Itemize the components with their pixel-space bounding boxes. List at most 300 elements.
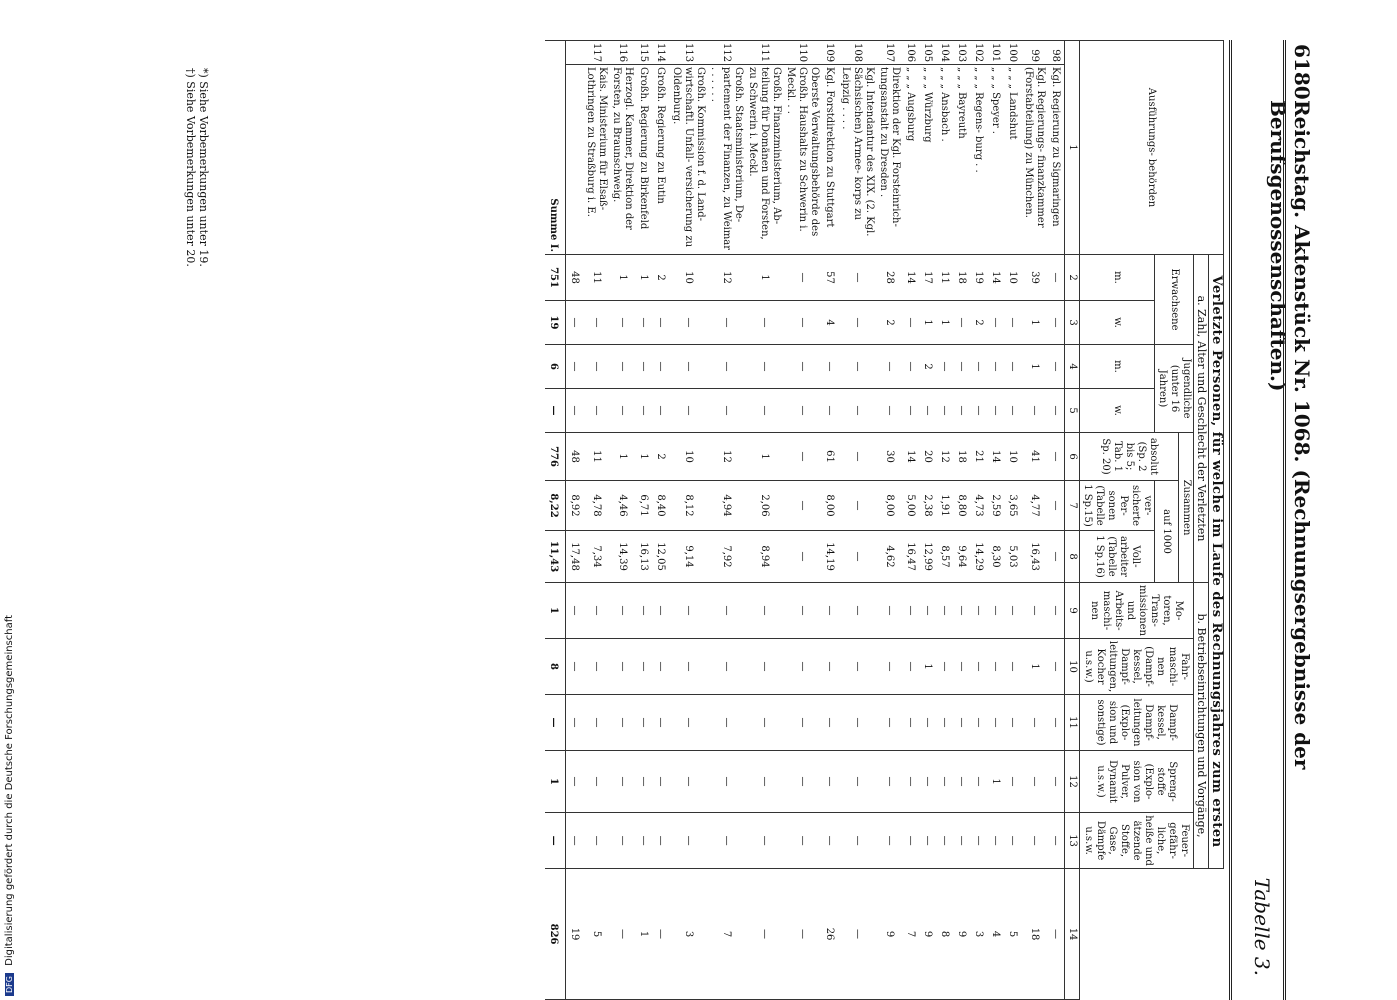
- table-cell: —: [652, 583, 669, 639]
- table-cell: 2,59: [987, 481, 1004, 531]
- table-cell: —: [987, 639, 1004, 695]
- row-number: 115: [635, 41, 652, 65]
- table-cell: —: [609, 301, 635, 345]
- table-cell: 61: [821, 433, 838, 481]
- table-cell: —: [902, 695, 919, 751]
- table-cell: 39: [1021, 255, 1047, 301]
- column-number: 8: [1065, 531, 1080, 583]
- table-cell: 8,80: [953, 481, 970, 531]
- table-cell: —: [876, 389, 902, 433]
- table-cell: 2: [970, 301, 987, 345]
- table-cell: 9,14: [669, 531, 707, 583]
- table-cell: 8,00: [821, 481, 838, 531]
- column-number: 10: [1065, 639, 1080, 695]
- header-absolut: absolut (Sp. 2 bis 5; Tab. 1 Sp. 20): [1080, 433, 1179, 481]
- table-cell: 5,00: [902, 481, 919, 531]
- table-cell: —: [987, 345, 1004, 389]
- table-cell: —: [1047, 345, 1065, 389]
- table-cell: 9: [876, 869, 902, 1000]
- table-cell: 12: [707, 255, 745, 301]
- table-cell: 4,77: [1021, 481, 1047, 531]
- table-cell: 7,34: [583, 531, 609, 583]
- table-cell: 17: [919, 255, 936, 301]
- sum-cell: 1: [545, 751, 566, 813]
- table-cell: 1: [936, 301, 953, 345]
- table-cell: —: [669, 639, 707, 695]
- authority-name: Kgl. Regierung zu Sigmaringen: [1047, 65, 1065, 255]
- authority-name: Direktion der Kgl. Forsteinrich- tungsanstalt zu Dresden .: [876, 65, 902, 255]
- table-cell: —: [1047, 751, 1065, 813]
- header-erwachsene: Erwachsene: [1155, 255, 1194, 345]
- sum-cell: 1: [545, 583, 566, 639]
- table-cell: —: [987, 583, 1004, 639]
- table-cell: —: [652, 813, 669, 869]
- table-cell: —: [876, 813, 902, 869]
- table-cell: —: [1047, 433, 1065, 481]
- column-number: 7: [1065, 481, 1080, 531]
- table-cell: —: [919, 751, 936, 813]
- table-cell: —: [745, 301, 783, 345]
- table-cell: 1,91: [936, 481, 953, 531]
- table-cell: —: [745, 813, 783, 869]
- table-cell: 5,03: [1004, 531, 1021, 583]
- table-cell: 1: [635, 869, 652, 1000]
- sum-cell: —: [545, 389, 566, 433]
- table-cell: 19: [566, 869, 584, 1000]
- table-cell: —: [652, 301, 669, 345]
- table-cell: —: [635, 751, 652, 813]
- table-cell: 41: [1021, 433, 1047, 481]
- sum-cell: 751: [545, 255, 566, 301]
- sum-cell: 8: [545, 639, 566, 695]
- table-cell: —: [583, 301, 609, 345]
- authority-name: „ „ „ Landshut: [1004, 65, 1021, 255]
- table-cell: 48: [566, 433, 584, 481]
- table-cell: —: [838, 389, 876, 433]
- table-cell: —: [566, 695, 584, 751]
- table-cell: —: [936, 751, 953, 813]
- table-cell: —: [583, 639, 609, 695]
- table-cell: 16,47: [902, 531, 919, 583]
- table-cell: —: [821, 813, 838, 869]
- table-cell: —: [745, 639, 783, 695]
- table-cell: —: [707, 639, 745, 695]
- table-cell: —: [838, 255, 876, 301]
- table-cell: —: [707, 751, 745, 813]
- table-cell: 1: [1021, 345, 1047, 389]
- table-cell: 8,12: [669, 481, 707, 531]
- col-header-authorities: Ausführungs- behörden: [1080, 41, 1224, 255]
- table-cell: —: [583, 345, 609, 389]
- authority-name: [566, 65, 584, 255]
- header-rule: [1283, 40, 1286, 1000]
- table-cell: —: [936, 583, 953, 639]
- table-cell: 12,05: [652, 531, 669, 583]
- authority-name: Großh. Regierung zu Birkenfeld: [635, 65, 652, 255]
- column-number: 12: [1065, 751, 1080, 813]
- table-cell: —: [669, 583, 707, 639]
- table-cell: —: [669, 695, 707, 751]
- table-cell: —: [953, 813, 970, 869]
- table-cell: —: [609, 813, 635, 869]
- table-cell: —: [745, 869, 783, 1000]
- authority-name: „ „ „ Ansbach .: [936, 65, 953, 255]
- table-cell: 12: [936, 433, 953, 481]
- table-row: [838, 41, 876, 1000]
- authority-name: Großh. Staatsministerium, De- partement der Finanzen, zu Weimar . . . . . .: [707, 65, 745, 255]
- table-cell: —: [821, 639, 838, 695]
- table-cell: —: [609, 751, 635, 813]
- table-cell: —: [583, 583, 609, 639]
- table-cell: 7: [902, 869, 919, 1000]
- table-cell: —: [707, 695, 745, 751]
- table-cell: —: [609, 345, 635, 389]
- table-cell: 5: [1004, 869, 1021, 1000]
- header-w-1: w.: [1080, 301, 1155, 345]
- side-credit: [4, 615, 15, 996]
- table-cell: —: [970, 583, 987, 639]
- table-cell: —: [652, 869, 669, 1000]
- table-cell: —: [1021, 389, 1047, 433]
- table-cell: —: [838, 583, 876, 639]
- sum-cell: 6: [545, 345, 566, 389]
- table-row: [970, 41, 987, 1000]
- header-auf1000-a: ver- sicherte Per- sonen (Tabelle 1 Sp.15): [1080, 481, 1155, 531]
- table-cell: —: [635, 345, 652, 389]
- table-cell: —: [902, 751, 919, 813]
- table-cell: 11: [936, 255, 953, 301]
- table-cell: —: [987, 695, 1004, 751]
- column-number: 4: [1065, 345, 1080, 389]
- table-cell: —: [902, 813, 919, 869]
- table-cell: —: [821, 695, 838, 751]
- table-cell: —: [609, 583, 635, 639]
- table-cell: —: [902, 345, 919, 389]
- row-number: 98: [1047, 41, 1065, 65]
- header-w-2: w.: [1080, 389, 1155, 433]
- table-cell: 14,19: [821, 531, 838, 583]
- header-group-b: b. Betriebseinrichtungen und Vorgänge,: [1194, 583, 1209, 869]
- sum-cell: 776: [545, 433, 566, 481]
- column-number: 14: [1065, 869, 1080, 1000]
- table-cell: —: [838, 751, 876, 813]
- table-cell: —: [970, 345, 987, 389]
- table-cell: 48: [566, 255, 584, 301]
- table-body: [545, 41, 1065, 1000]
- table-cell: —: [1004, 389, 1021, 433]
- table-cell: 14,29: [970, 531, 987, 583]
- table-cell: —: [745, 345, 783, 389]
- table-cell: —: [635, 301, 652, 345]
- table-cell: —: [609, 695, 635, 751]
- header-auf1000: auf 1000: [1155, 481, 1179, 583]
- table-cell: —: [745, 751, 783, 813]
- sum-cell: —: [545, 695, 566, 751]
- row-number: 100: [1004, 41, 1021, 65]
- table-row: [783, 41, 821, 1000]
- table-row: [583, 41, 609, 1000]
- table-cell: —: [1004, 813, 1021, 869]
- table-cell: —: [821, 751, 838, 813]
- table-cell: —: [783, 389, 821, 433]
- table-cell: —: [821, 345, 838, 389]
- table-cell: 6,71: [635, 481, 652, 531]
- footnote-2: †) Siehe Vorbemerkungen unter 20.: [184, 68, 197, 267]
- table-row: [1047, 41, 1065, 1000]
- table-cell: 8,30: [987, 531, 1004, 583]
- row-number: 102: [970, 41, 987, 65]
- table-row: [953, 41, 970, 1000]
- table-cell: —: [669, 345, 707, 389]
- header-auf1000-b: Voll- arbeiter (Tabelle 1 Sp.16): [1080, 531, 1155, 583]
- table-cell: —: [652, 345, 669, 389]
- table-cell: —: [876, 751, 902, 813]
- table-cell: —: [1004, 345, 1021, 389]
- column-number: 3: [1065, 301, 1080, 345]
- table-cell: 10: [669, 255, 707, 301]
- table-cell: —: [566, 583, 584, 639]
- table-cell: —: [566, 751, 584, 813]
- table-cell: —: [1047, 869, 1065, 1000]
- table-cell: —: [953, 389, 970, 433]
- table-cell: —: [1047, 583, 1065, 639]
- table-cell: 14: [902, 433, 919, 481]
- table-cell: —: [609, 639, 635, 695]
- table-cell: —: [566, 345, 584, 389]
- table-cell: —: [566, 813, 584, 869]
- authority-name: Großh. Kommission f. d. Land- wirtschaftl. Unfall- versicherung zu Oldenburg.: [669, 65, 707, 255]
- table-cell: —: [566, 389, 584, 433]
- table-cell: —: [707, 345, 745, 389]
- table-cell: —: [783, 301, 821, 345]
- table-cell: —: [652, 751, 669, 813]
- column-number: 2: [1065, 255, 1080, 301]
- row-number: 106: [902, 41, 919, 65]
- sum-cell: 8,22: [545, 481, 566, 531]
- header-jugendliche: Jugendliche (unter 16 Jahren): [1155, 345, 1194, 433]
- table-cell: —: [1047, 481, 1065, 531]
- table-cell: —: [838, 481, 876, 531]
- table-row: [745, 41, 783, 1000]
- sum-cell: —: [545, 813, 566, 869]
- dfg-logo: DFG: [5, 973, 14, 996]
- authority-name: „ „ „ Augsburg: [902, 65, 919, 255]
- table-cell: 1: [1021, 301, 1047, 345]
- table-cell: —: [970, 695, 987, 751]
- row-number: 112: [707, 41, 745, 65]
- table-row: [936, 41, 953, 1000]
- table-cell: 18: [953, 255, 970, 301]
- row-number: 105: [919, 41, 936, 65]
- table-cell: —: [821, 583, 838, 639]
- table-row: [566, 41, 584, 1000]
- table-cell: 2,06: [745, 481, 783, 531]
- authority-name: Kais. Ministerium für Elsaß- Lothringen zu Straßburg i. E.: [583, 65, 609, 255]
- authority-name: „ „ „ Bayreuth: [953, 65, 970, 255]
- column-number: 11: [1065, 695, 1080, 751]
- table-cell: —: [936, 639, 953, 695]
- table-cell: 8,94: [745, 531, 783, 583]
- row-number: 110: [783, 41, 821, 65]
- table-cell: 2: [876, 301, 902, 345]
- column-number: 6: [1065, 433, 1080, 481]
- table-cell: —: [1047, 389, 1065, 433]
- table-cell: 10: [1004, 255, 1021, 301]
- table-cell: 5: [583, 869, 609, 1000]
- table-cell: 1: [919, 639, 936, 695]
- table-cell: 26: [821, 869, 838, 1000]
- table-cell: —: [1004, 695, 1021, 751]
- table-cell: —: [1021, 751, 1047, 813]
- table-cell: —: [745, 389, 783, 433]
- table-cell: —: [919, 389, 936, 433]
- document-page: [120, 40, 1320, 1000]
- table-cell: 14: [987, 433, 1004, 481]
- table-cell: 16,43: [1021, 531, 1047, 583]
- table-cell: 18: [953, 433, 970, 481]
- header-c10: Fahr- maschi- nen (Dampf- kessel, Dampf- leitungen, Kocher u.s.w.): [1080, 639, 1194, 695]
- table-cell: —: [635, 695, 652, 751]
- table-cell: —: [936, 695, 953, 751]
- header-main: Verletzte Personen, für welche im Laufe des Rechnungsjahres zum ersten: [1209, 255, 1224, 869]
- table-cell: 14: [902, 255, 919, 301]
- table-cell: —: [609, 869, 635, 1000]
- table-cell: —: [1021, 813, 1047, 869]
- table-cell: —: [669, 751, 707, 813]
- table-cell: —: [783, 583, 821, 639]
- table-cell: —: [838, 301, 876, 345]
- sum-cell: 19: [545, 301, 566, 345]
- table-cell: —: [783, 481, 821, 531]
- table-cell: —: [838, 639, 876, 695]
- column-number: 9: [1065, 583, 1080, 639]
- table-cell: —: [669, 301, 707, 345]
- table-cell: 8,92: [566, 481, 584, 531]
- row-number: 113: [669, 41, 707, 65]
- table-row: [821, 41, 838, 1000]
- table-cell: —: [1004, 751, 1021, 813]
- table-cell: 28: [876, 255, 902, 301]
- table-cell: —: [838, 531, 876, 583]
- table-cell: 1: [635, 255, 652, 301]
- table-cell: 4,62: [876, 531, 902, 583]
- table-cell: —: [1021, 583, 1047, 639]
- table-cell: —: [583, 695, 609, 751]
- column-number: 13: [1065, 813, 1080, 869]
- table-cell: —: [1047, 531, 1065, 583]
- authority-name: Kgl. Intendantur des XIX. (2. Kgl. Sächsischen) Armee- korps zu Leipzig . . . .: [838, 65, 876, 255]
- table-cell: —: [707, 389, 745, 433]
- table-cell: —: [783, 869, 821, 1000]
- table-cell: —: [936, 389, 953, 433]
- table-cell: 9,64: [953, 531, 970, 583]
- table-cell: —: [902, 583, 919, 639]
- table-row: [987, 41, 1004, 1000]
- table-cell: —: [652, 639, 669, 695]
- table-cell: —: [745, 695, 783, 751]
- table-cell: 1: [987, 751, 1004, 813]
- table-cell: —: [919, 583, 936, 639]
- table-cell: —: [783, 751, 821, 813]
- table-cell: —: [970, 751, 987, 813]
- table-cell: —: [1047, 255, 1065, 301]
- table-cell: —: [609, 389, 635, 433]
- table-cell: —: [902, 639, 919, 695]
- row-number: 114: [652, 41, 669, 65]
- table-cell: 8: [936, 869, 953, 1000]
- table-cell: 4,46: [609, 481, 635, 531]
- table-cell: 4,78: [583, 481, 609, 531]
- table-cell: —: [970, 813, 987, 869]
- table-top-rule: [1229, 40, 1232, 1000]
- table-cell: —: [652, 389, 669, 433]
- table-cell: —: [566, 639, 584, 695]
- column-number: 5: [1065, 389, 1080, 433]
- header-zusammen: Zusammen: [1179, 433, 1194, 583]
- table-cell: —: [707, 583, 745, 639]
- sum-cell: 826: [545, 869, 566, 1000]
- table-cell: —: [953, 751, 970, 813]
- table-cell: —: [919, 695, 936, 751]
- table-cell: —: [635, 583, 652, 639]
- table-row: [876, 41, 902, 1000]
- table-row: [652, 41, 669, 1000]
- header-c11: Dampf- kessel, Dampf- leitungen (Explo- sion und sonstige): [1080, 695, 1194, 751]
- table-cell: —: [953, 345, 970, 389]
- table-cell: —: [1021, 695, 1047, 751]
- table-cell: 1: [919, 301, 936, 345]
- table-cell: —: [838, 433, 876, 481]
- table-cell: —: [838, 869, 876, 1000]
- authority-name: Kgl. Regierungs- finanzkammer (Forstabteilung) zu München.: [1021, 65, 1047, 255]
- table-cell: 10: [669, 433, 707, 481]
- authority-name: Kgl. Forstdirektion zu Stuttgart: [821, 65, 838, 255]
- table-cell: —: [783, 255, 821, 301]
- table-cell: 1: [609, 433, 635, 481]
- table-cell: —: [821, 389, 838, 433]
- table-cell: —: [583, 813, 609, 869]
- row-number: 109: [821, 41, 838, 65]
- table-cell: —: [783, 531, 821, 583]
- table-cell: —: [876, 695, 902, 751]
- running-header: [1266, 40, 1320, 1000]
- table-cell: —: [970, 639, 987, 695]
- table-cell: —: [902, 389, 919, 433]
- authority-name: Großh. Regierung zu Eutin: [652, 65, 669, 255]
- table-row: [609, 41, 635, 1000]
- table-cell: —: [783, 695, 821, 751]
- table-cell: 4: [987, 869, 1004, 1000]
- table-cell: —: [838, 345, 876, 389]
- table-cell: —: [783, 639, 821, 695]
- table-cell: —: [936, 813, 953, 869]
- table-cell: 3: [970, 869, 987, 1000]
- table-cell: 30: [876, 433, 902, 481]
- table-cell: 11: [583, 255, 609, 301]
- table-cell: 14,39: [609, 531, 635, 583]
- table-row: [669, 41, 707, 1000]
- table-cell: —: [652, 695, 669, 751]
- table-cell: —: [745, 583, 783, 639]
- table-cell: —: [1004, 301, 1021, 345]
- table-cell: —: [987, 389, 1004, 433]
- table-cell: —: [1004, 583, 1021, 639]
- table-cell: 16,13: [635, 531, 652, 583]
- table-row: [635, 41, 652, 1000]
- table-cell: 3,65: [1004, 481, 1021, 531]
- table-cell: 2,38: [919, 481, 936, 531]
- table-row: [902, 41, 919, 1000]
